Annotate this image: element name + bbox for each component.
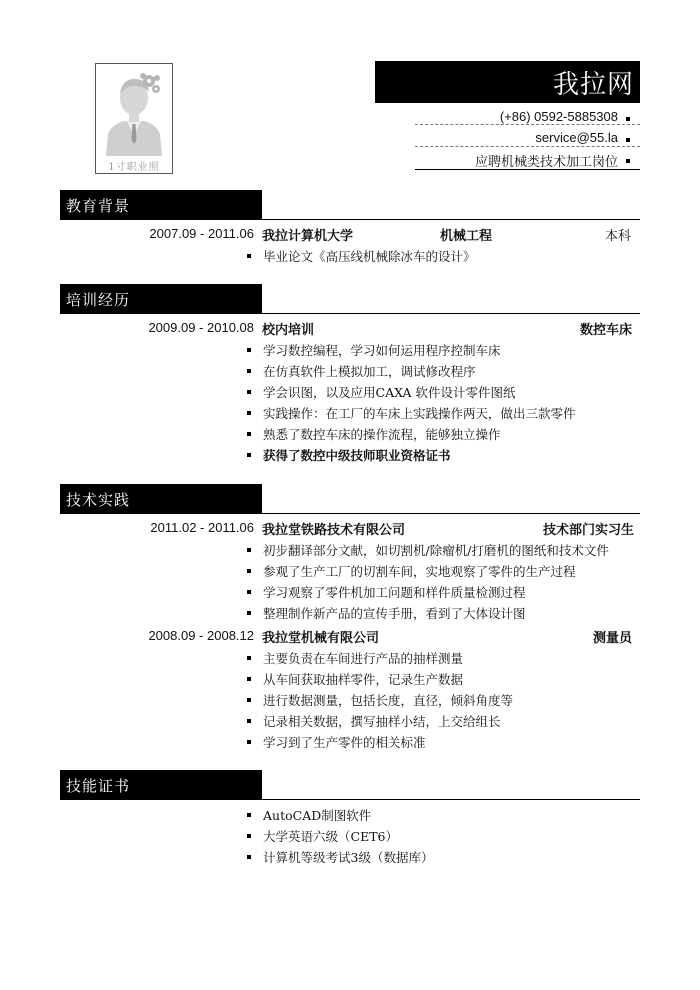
section-header-skills <box>60 770 640 800</box>
divider <box>415 146 640 147</box>
job-objective: 应聘机械类技术加工岗位 <box>474 155 618 170</box>
section-title: 教育背景 <box>66 197 131 215</box>
section-header-practice <box>60 484 640 514</box>
phone-number: (+86) 0592-5885308 <box>499 109 618 124</box>
training-date: 2009.09 - 2010.08 <box>148 320 254 335</box>
practice-org: 我拉堂铁路技术有限公司 <box>262 523 406 538</box>
avatar-silhouette-icon <box>96 64 172 156</box>
profile-photo <box>95 63 173 174</box>
objective-row <box>415 149 640 169</box>
practice-role: 技术部门实习生 <box>543 523 635 538</box>
practice-org: 我拉堂机械有限公司 <box>262 631 380 646</box>
email-row <box>415 128 640 148</box>
bullet-square-icon <box>626 159 630 163</box>
practice-role: 测量员 <box>593 631 633 646</box>
email-address: service@55.la <box>535 130 618 145</box>
practice-date: 2011.02 - 2011.06 <box>150 520 254 535</box>
section-title: 技术实践 <box>66 491 131 509</box>
education-school: 我拉计算机大学 <box>262 229 354 244</box>
divider <box>415 169 640 170</box>
education-major: 机械工程 <box>440 229 493 244</box>
section-header-education <box>60 190 640 220</box>
brand-name: 我拉网 <box>552 70 634 100</box>
education-date: 2007.09 - 2011.06 <box>149 226 254 241</box>
practice-date: 2008.09 - 2008.12 <box>148 628 254 643</box>
training-role: 数控车床 <box>580 323 633 338</box>
photo-caption: 1寸职业照 <box>108 162 160 173</box>
education-degree: 本科 <box>605 229 632 244</box>
bullet-square-icon <box>626 117 630 121</box>
section-header-training <box>60 284 640 314</box>
section-title: 技能证书 <box>66 777 131 795</box>
section-title: 培训经历 <box>66 291 131 309</box>
bullet-square-icon <box>626 138 630 142</box>
brand-banner <box>375 61 640 103</box>
divider <box>415 124 640 125</box>
training-org: 校内培训 <box>262 323 315 338</box>
